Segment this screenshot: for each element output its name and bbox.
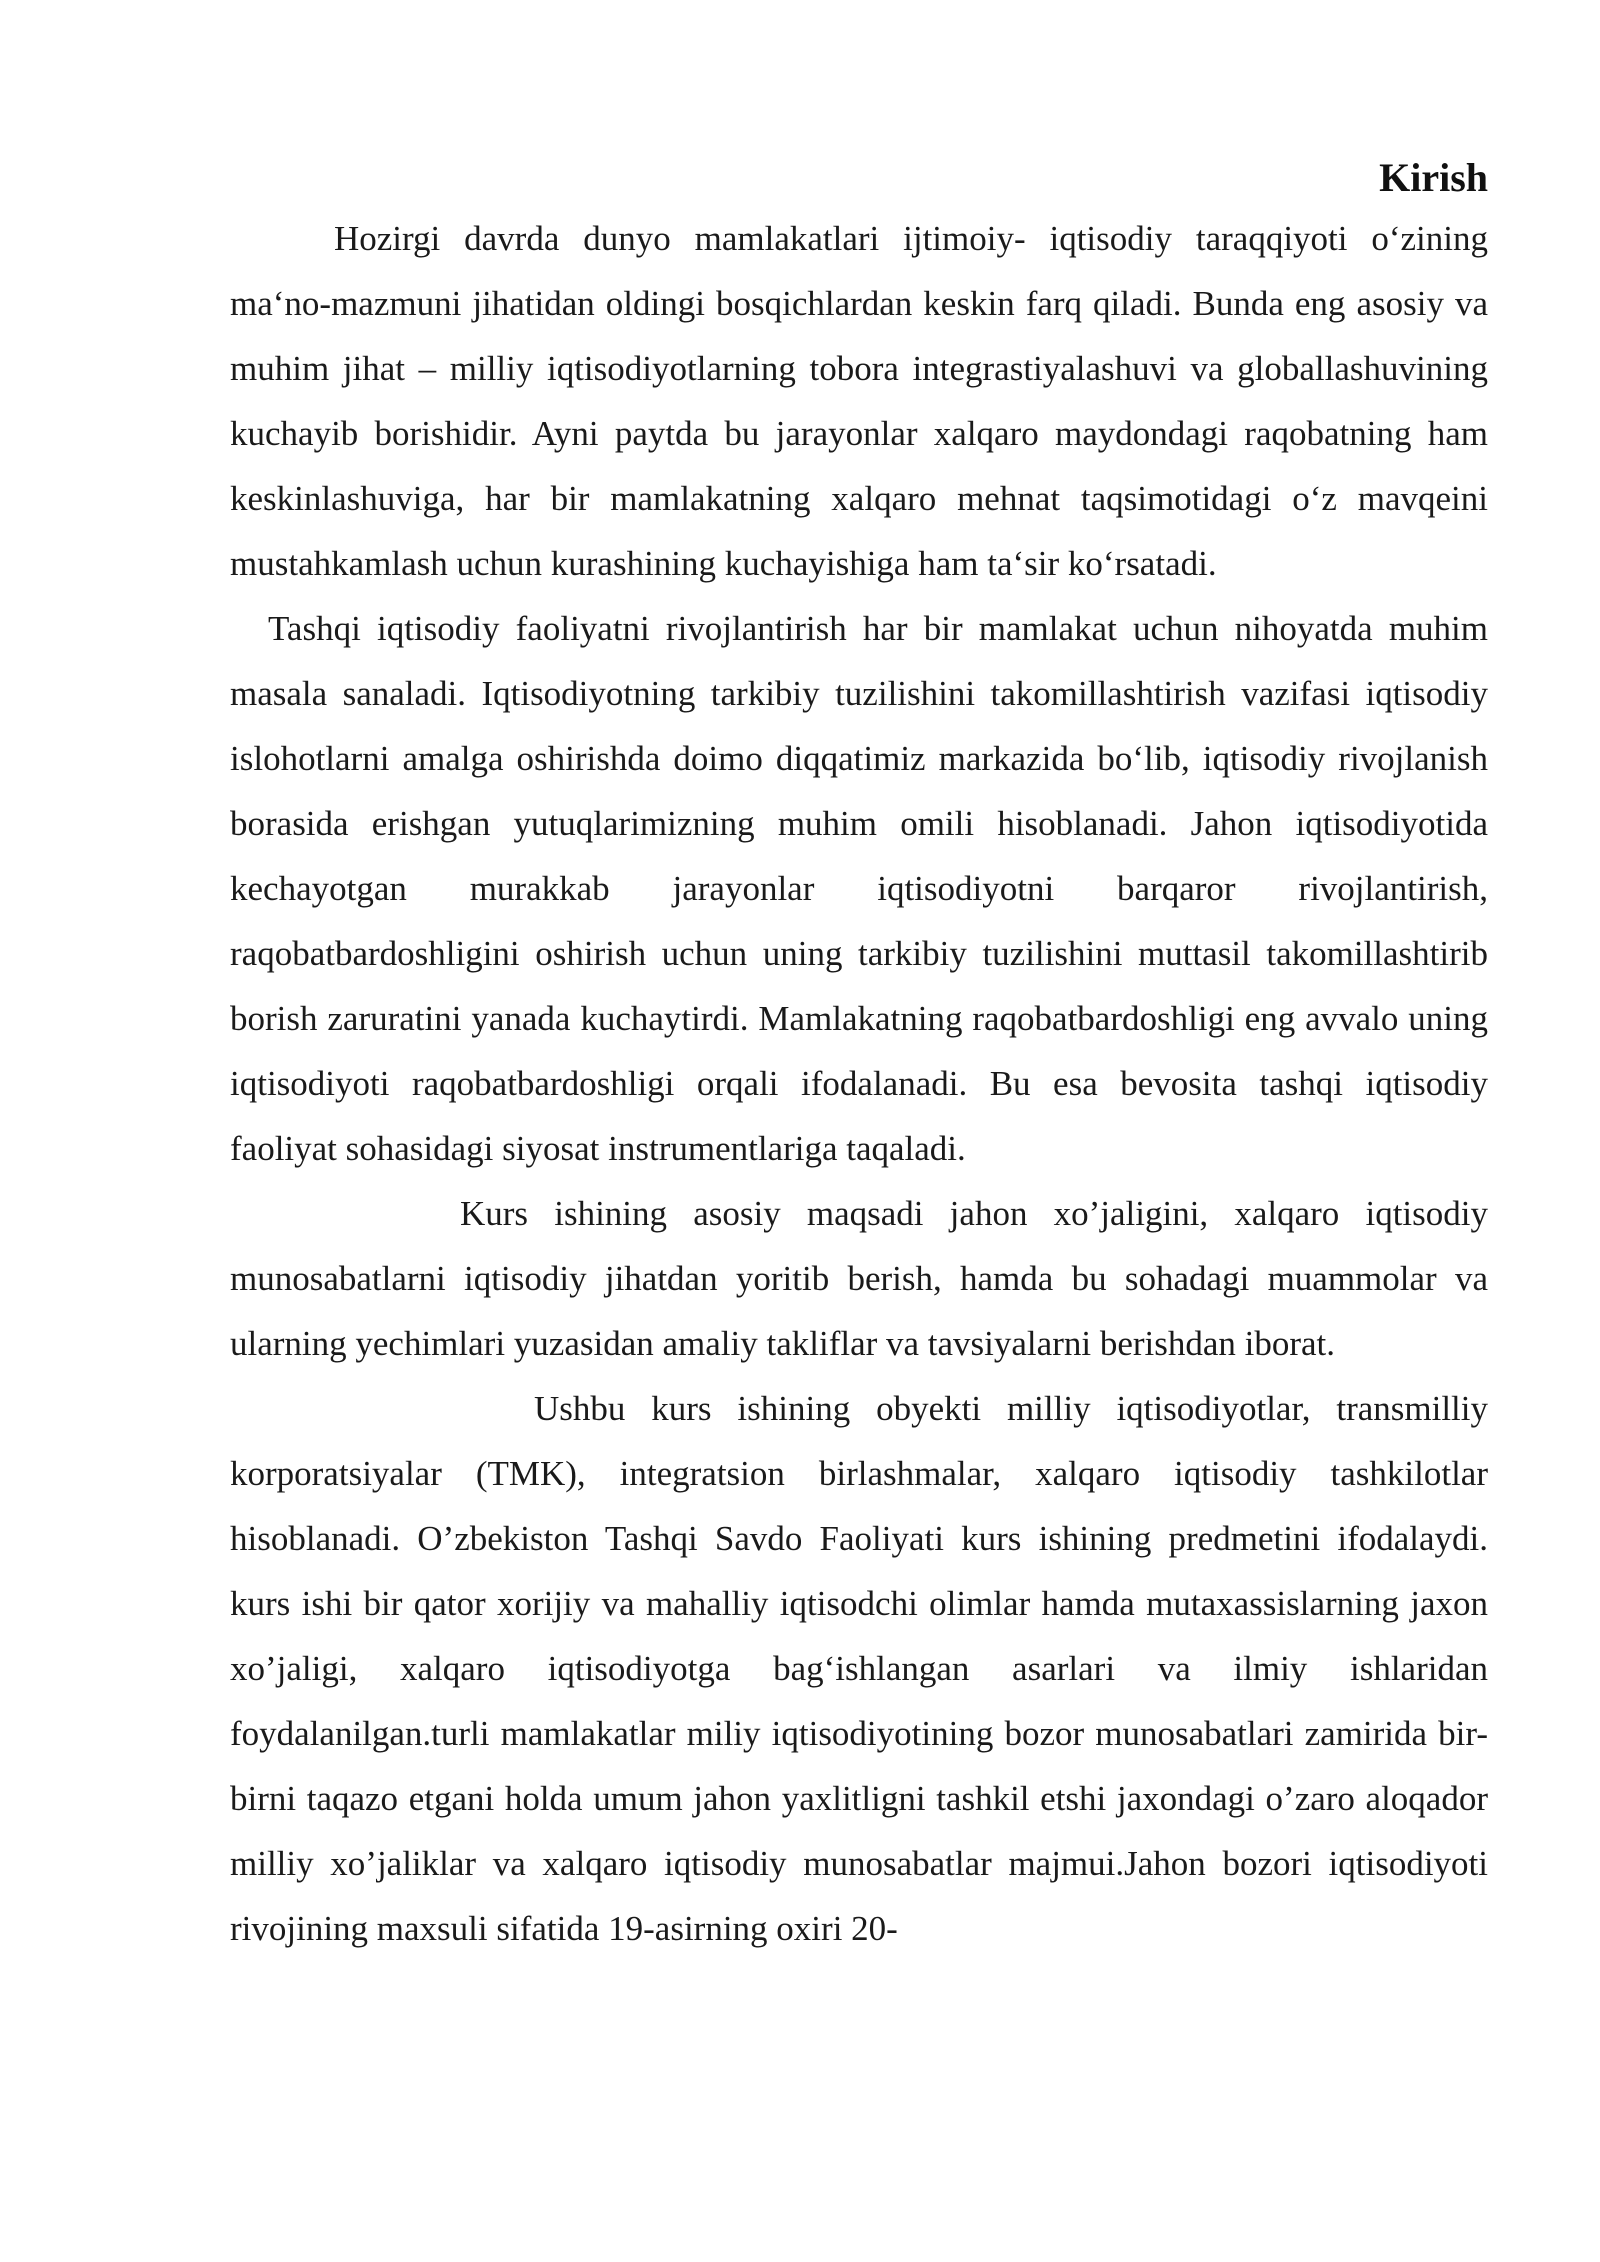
paragraph-intro: Hozirgi davrda dunyo mamlakatlari ijtimoiy- iqtisodiy taraqqiyoti o‘zining ma‘no-mazmuni jihatidan oldingi bosqichlardan keskin farq qiladi. Bunda eng asosiy va muhim jihat – milliy iqtisodiyotlarning tobora integrastiyalashuvi va globallashuvining kuchayib borishidir. Ayni paytda bu jarayonlar xalqaro maydondagi raqobatning ham keskinlashuviga, har bir mamlakatning xalqaro mehnat taqsimotidagi o‘z mavqeini mustahkamlash uchun kurashining kuchayishiga ham ta‘sir ko‘rsatadi. [230,219,1488,583]
paragraph-foreign-economic-activity: Tashqi iqtisodiy faoliyatni rivojlantirish har bir mamlakat uchun nihoyatda muhim masala sanaladi. Iqtisodiyotning tarkibiy tuzilishini takomillashtirish vazifasi iqtisodiy islohotlarni amalga oshirishda doimo diqqatimiz markazida bo‘lib, iqtisodiy rivojlanish borasida erishgan yutuqlarimizning muhim omili hisoblanadi. Jahon iqtisodiyotida kechayotgan murakkab jarayonlar iqtisodiyotni barqaror rivojlantirish, raqobatbardoshligini oshirish uchun uning tarkibiy tuzilishini muttasil takomillashtirib borish zaruratini yanada kuchaytirdi. Mamlakatning raqobatbardoshligi eng avvalo uning iqtisodiyoti raqobatbardoshligi orqali ifodalanadi. Bu esa bevosita tashqi iqtisodiy faoliyat sohasidagi siyosat instrumentlariga taqaladi. [230,609,1488,1168]
paragraph-course-object: Ushbu kurs ishining obyekti milliy iqtisodiyotlar, transmilliy korporatsiyalar (TMK), integratsion birlashmalar, xalqaro iqtisodiy tashkilotlar hisoblanadi. O’zbekiston Tashqi Savdo Faoliyati kurs ishining predmetini ifodalaydi. kurs ishi bir qator xorijiy va mahalliy iqtisodchi olimlar hamda mutaxassislarning jaxon xo’jaligi, xalqaro iqtisodiyotga bag‘ishlangan asarlari va ilmiy ishlaridan foydalanilgan.turli mamlakatlar miliy iqtisodiyotining bozor munosabatlari zamirida bir-birni taqazo etgani holda umum jahon yaxlitligni tashkil etshi jaxondagi o’zaro aloqador milliy xo’jaliklar va xalqaro iqtisodiy munosabatlar majmui.Jahon bozori iqtisodiyoti rivojining maxsuli sifatida 19-asirning oxiri 20- [230,1389,1488,1948]
document-body [230,150,1488,1961]
paragraph-course-goal: Kurs ishining asosiy maqsadi jahon xo’jaligini, xalqaro iqtisodiy munosabatlarni iqtisodiy jihatdan yoritib berish, hamda bu sohadagi muammolar va ularning yechimlari yuzasidan amaliy takliflar va tavsiyalarni berishdan iborat. [230,1194,1488,1363]
page-title: Kirish [1379,155,1488,200]
